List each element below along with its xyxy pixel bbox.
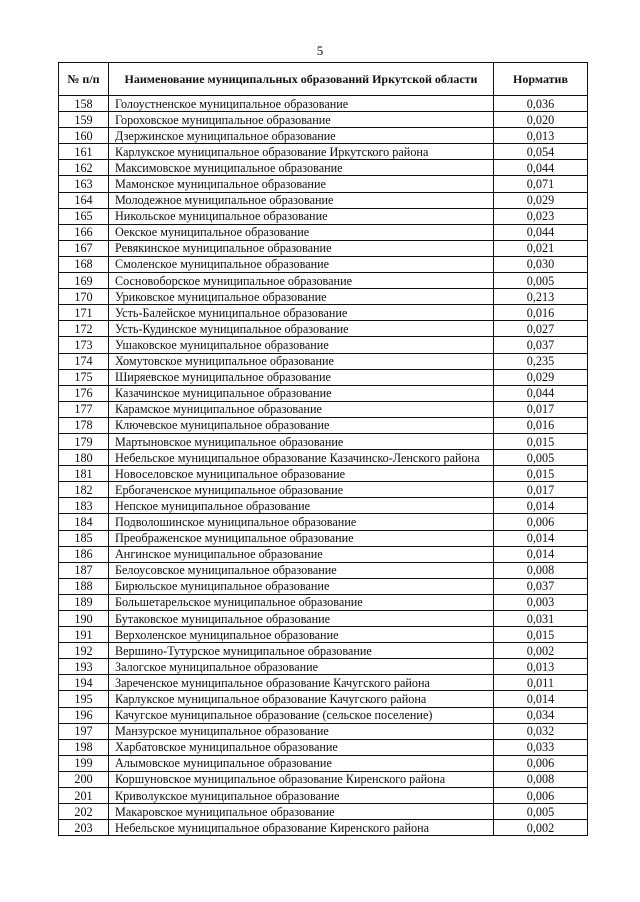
row-number: 203 [59, 820, 109, 836]
row-name: Казачинское муниципальное образование [109, 385, 494, 401]
row-number: 183 [59, 498, 109, 514]
table-row [59, 771, 588, 787]
row-value: 0,213 [494, 289, 588, 305]
row-value: 0,015 [494, 433, 588, 449]
table-row [59, 482, 588, 498]
row-number: 179 [59, 433, 109, 449]
row-name: Оекское муниципальное образование [109, 224, 494, 240]
row-number: 176 [59, 385, 109, 401]
table-row [59, 128, 588, 144]
row-value: 0,044 [494, 224, 588, 240]
table-row [59, 643, 588, 659]
row-name: Алымовское муниципальное образование [109, 755, 494, 771]
row-name: Ангинское муниципальное образование [109, 546, 494, 562]
table-row [59, 659, 588, 675]
row-value: 0,029 [494, 192, 588, 208]
table-row [59, 723, 588, 739]
table-row [59, 240, 588, 256]
row-number: 196 [59, 707, 109, 723]
row-value: 0,044 [494, 385, 588, 401]
row-number: 197 [59, 723, 109, 739]
table-row [59, 546, 588, 562]
row-value: 0,017 [494, 482, 588, 498]
row-number: 190 [59, 611, 109, 627]
norm-table [58, 62, 588, 836]
row-number: 187 [59, 562, 109, 578]
row-value: 0,002 [494, 820, 588, 836]
row-value: 0,071 [494, 176, 588, 192]
row-name: Большетарельское муниципальное образование [109, 594, 494, 610]
row-name: Вершино-Тутурское муниципальное образование [109, 643, 494, 659]
row-value: 0,032 [494, 723, 588, 739]
row-number: 160 [59, 128, 109, 144]
row-name: Макаровское муниципальное образование [109, 804, 494, 820]
table-row [59, 611, 588, 627]
row-value: 0,029 [494, 369, 588, 385]
row-name: Смоленское муниципальное образование [109, 256, 494, 272]
row-number: 172 [59, 321, 109, 337]
header-name: Наименование муниципальных образований Иркутской области [109, 63, 494, 96]
table-row [59, 433, 588, 449]
row-name: Уриковское муниципальное образование [109, 289, 494, 305]
row-number: 192 [59, 643, 109, 659]
table-row [59, 273, 588, 289]
row-number: 161 [59, 144, 109, 160]
row-name: Усть-Балейское муниципальное образование [109, 305, 494, 321]
row-number: 191 [59, 627, 109, 643]
row-number: 180 [59, 450, 109, 466]
row-name: Непское муниципальное образование [109, 498, 494, 514]
row-value: 0,027 [494, 321, 588, 337]
table-row [59, 224, 588, 240]
row-name: Хомутовское муниципальное образование [109, 353, 494, 369]
table-row [59, 562, 588, 578]
table-row [59, 804, 588, 820]
row-name: Белоусовское муниципальное образование [109, 562, 494, 578]
row-name: Голоустненское муниципальное образование [109, 96, 494, 112]
row-value: 0,054 [494, 144, 588, 160]
table-row [59, 256, 588, 272]
row-number: 182 [59, 482, 109, 498]
row-name: Ербогаченское муниципальное образование [109, 482, 494, 498]
row-value: 0,030 [494, 256, 588, 272]
table-row [59, 514, 588, 530]
row-value: 0,015 [494, 466, 588, 482]
row-value: 0,005 [494, 450, 588, 466]
table-row [59, 337, 588, 353]
row-value: 0,006 [494, 788, 588, 804]
row-name: Мамонское муниципальное образование [109, 176, 494, 192]
row-number: 177 [59, 401, 109, 417]
row-value: 0,006 [494, 755, 588, 771]
row-value: 0,044 [494, 160, 588, 176]
row-number: 159 [59, 112, 109, 128]
row-value: 0,014 [494, 691, 588, 707]
row-number: 195 [59, 691, 109, 707]
row-number: 201 [59, 788, 109, 804]
row-number: 166 [59, 224, 109, 240]
row-value: 0,016 [494, 417, 588, 433]
row-name: Гороховское муниципальное образование [109, 112, 494, 128]
row-name: Ушаковское муниципальное образование [109, 337, 494, 353]
table-row [59, 321, 588, 337]
row-name: Бутаковское муниципальное образование [109, 611, 494, 627]
row-value: 0,020 [494, 112, 588, 128]
row-number: 181 [59, 466, 109, 482]
row-value: 0,034 [494, 707, 588, 723]
header-num: № п/п [59, 63, 109, 96]
row-number: 163 [59, 176, 109, 192]
table-body [59, 96, 588, 836]
row-name: Небельское муниципальное образование Казачинско-Ленского района [109, 450, 494, 466]
table-row [59, 289, 588, 305]
row-value: 0,037 [494, 337, 588, 353]
row-name: Сосновоборское муниципальное образование [109, 273, 494, 289]
row-number: 162 [59, 160, 109, 176]
row-name: Максимовское муниципальное образование [109, 160, 494, 176]
page-number: 5 [316, 43, 324, 58]
row-number: 202 [59, 804, 109, 820]
row-value: 0,033 [494, 739, 588, 755]
table-row [59, 707, 588, 723]
table-row [59, 385, 588, 401]
table-row [59, 401, 588, 417]
table-row [59, 144, 588, 160]
row-name: Дзержинское муниципальное образование [109, 128, 494, 144]
row-name: Новоселовское муниципальное образование [109, 466, 494, 482]
row-number: 198 [59, 739, 109, 755]
table-row [59, 675, 588, 691]
row-value: 0,005 [494, 804, 588, 820]
row-number: 184 [59, 514, 109, 530]
row-number: 170 [59, 289, 109, 305]
row-value: 0,013 [494, 659, 588, 675]
table-row [59, 691, 588, 707]
row-value: 0,235 [494, 353, 588, 369]
row-name: Ревякинское муниципальное образование [109, 240, 494, 256]
table-row [59, 530, 588, 546]
row-name: Харбатовское муниципальное образование [109, 739, 494, 755]
row-name: Зареченское муниципальное образование Качугского района [109, 675, 494, 691]
table-row [59, 450, 588, 466]
table-header-row [59, 63, 588, 96]
row-number: 186 [59, 546, 109, 562]
row-name: Мартыновское муниципальное образование [109, 433, 494, 449]
row-number: 167 [59, 240, 109, 256]
row-number: 171 [59, 305, 109, 321]
row-value: 0,005 [494, 273, 588, 289]
row-name: Бирюльское муниципальное образование [109, 578, 494, 594]
row-number: 193 [59, 659, 109, 675]
table-row [59, 578, 588, 594]
table-row [59, 788, 588, 804]
row-value: 0,008 [494, 562, 588, 578]
row-name: Карлукское муниципальное образование Иркутского района [109, 144, 494, 160]
row-number: 188 [59, 578, 109, 594]
row-name: Ключевское муниципальное образование [109, 417, 494, 433]
table-row [59, 755, 588, 771]
row-value: 0,017 [494, 401, 588, 417]
row-name: Залогское муниципальное образование [109, 659, 494, 675]
row-name: Подволошинское муниципальное образование [109, 514, 494, 530]
row-name: Коршуновское муниципальное образование Киренского района [109, 771, 494, 787]
row-number: 174 [59, 353, 109, 369]
row-name: Манзурское муниципальное образование [109, 723, 494, 739]
table-row [59, 305, 588, 321]
row-number: 165 [59, 208, 109, 224]
row-name: Карамское муниципальное образование [109, 401, 494, 417]
row-number: 173 [59, 337, 109, 353]
row-number: 158 [59, 96, 109, 112]
row-value: 0,014 [494, 498, 588, 514]
row-number: 169 [59, 273, 109, 289]
row-name: Верхоленское муниципальное образование [109, 627, 494, 643]
row-value: 0,013 [494, 128, 588, 144]
row-value: 0,015 [494, 627, 588, 643]
row-value: 0,008 [494, 771, 588, 787]
row-name: Преображенское муниципальное образование [109, 530, 494, 546]
row-name: Небельское муниципальное образование Киренского района [109, 820, 494, 836]
table-row [59, 208, 588, 224]
row-value: 0,014 [494, 546, 588, 562]
row-number: 168 [59, 256, 109, 272]
row-value: 0,002 [494, 643, 588, 659]
row-number: 185 [59, 530, 109, 546]
table-row [59, 498, 588, 514]
table-row [59, 176, 588, 192]
table-row [59, 160, 588, 176]
header-norm: Норматив [494, 63, 588, 96]
table-row [59, 112, 588, 128]
row-name: Криволукское муниципальное образование [109, 788, 494, 804]
row-number: 189 [59, 594, 109, 610]
table-row [59, 627, 588, 643]
row-name: Качугское муниципальное образование (сельское поселение) [109, 707, 494, 723]
row-value: 0,016 [494, 305, 588, 321]
table-row [59, 820, 588, 836]
row-number: 199 [59, 755, 109, 771]
table-row [59, 369, 588, 385]
row-value: 0,006 [494, 514, 588, 530]
table-row [59, 192, 588, 208]
row-value: 0,031 [494, 611, 588, 627]
row-value: 0,011 [494, 675, 588, 691]
row-value: 0,003 [494, 594, 588, 610]
row-value: 0,023 [494, 208, 588, 224]
table-row [59, 417, 588, 433]
row-name: Никольское муниципальное образование [109, 208, 494, 224]
row-name: Карлукское муниципальное образование Качугского района [109, 691, 494, 707]
row-name: Ширяевское муниципальное образование [109, 369, 494, 385]
table-row [59, 466, 588, 482]
table-row [59, 739, 588, 755]
table-row [59, 353, 588, 369]
row-value: 0,037 [494, 578, 588, 594]
row-value: 0,021 [494, 240, 588, 256]
row-number: 175 [59, 369, 109, 385]
row-number: 200 [59, 771, 109, 787]
table-row [59, 96, 588, 112]
row-number: 194 [59, 675, 109, 691]
row-value: 0,036 [494, 96, 588, 112]
row-value: 0,014 [494, 530, 588, 546]
row-number: 178 [59, 417, 109, 433]
row-name: Усть-Кудинское муниципальное образование [109, 321, 494, 337]
row-number: 164 [59, 192, 109, 208]
table-row [59, 594, 588, 610]
row-name: Молодежное муниципальное образование [109, 192, 494, 208]
